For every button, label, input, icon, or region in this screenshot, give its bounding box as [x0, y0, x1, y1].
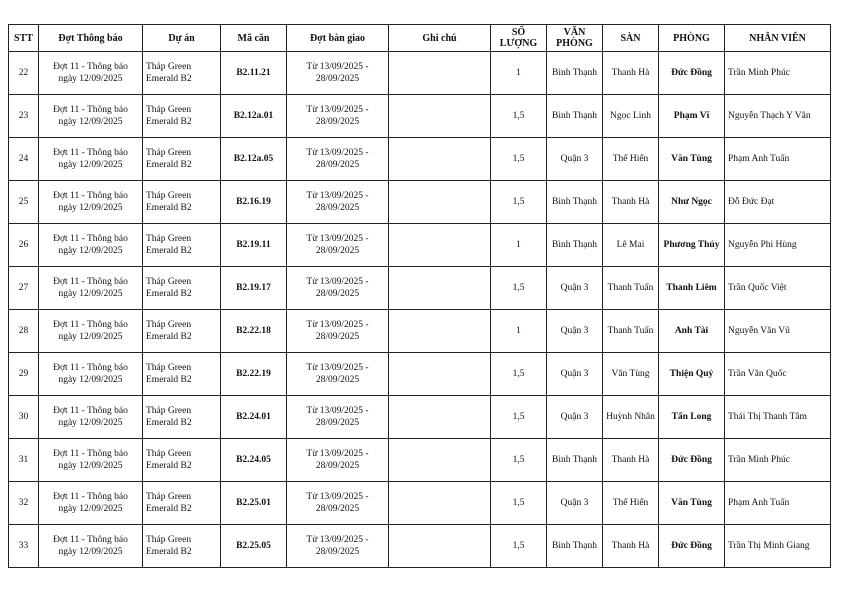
cell-ma-can: B2.25.01 — [221, 482, 287, 525]
cell-nhan-vien: Trần Minh Phúc — [725, 52, 831, 95]
cell-du-an — [143, 52, 221, 95]
table-row — [9, 353, 831, 396]
cell-ghi-chu — [389, 439, 491, 482]
cell-du-an — [143, 482, 221, 525]
cell-phong: Đức Đồng — [659, 52, 725, 95]
cell-san: Thế Hiển — [603, 482, 659, 525]
table-row — [9, 396, 831, 439]
cell-van-phong: Bình Thạnh — [547, 525, 603, 568]
cell-ban-giao-line2: 28/09/2025 — [315, 160, 360, 170]
cell-san: Ngọc Linh — [603, 95, 659, 138]
cell-du-an-line2: Emerald B2 — [146, 504, 192, 514]
cell-dot-thong-bao — [39, 95, 143, 138]
table-row — [9, 267, 831, 310]
cell-du-an — [143, 439, 221, 482]
cell-ban-giao-line1: Từ 13/09/2025 - — [306, 234, 369, 244]
cell-dot-line2: ngày 12/09/2025 — [58, 332, 123, 342]
cell-san: Lê Mai — [603, 224, 659, 267]
cell-ban-giao-line2: 28/09/2025 — [315, 504, 360, 514]
cell-dot-line1: Đợt 11 - Thông báo — [53, 148, 128, 158]
cell-dot-line2: ngày 12/09/2025 — [58, 418, 123, 428]
cell-van-phong: Bình Thạnh — [547, 95, 603, 138]
cell-nhan-vien: Nguyễn Thạch Y Vân — [725, 95, 831, 138]
cell-du-an-line1: Tháp Green — [146, 535, 192, 545]
cell-du-an-line2: Emerald B2 — [146, 547, 192, 557]
cell-dot-line2: ngày 12/09/2025 — [58, 504, 123, 514]
cell-ma-can: B2.25.05 — [221, 525, 287, 568]
cell-du-an — [143, 95, 221, 138]
handover-list-sheet — [8, 24, 831, 568]
cell-dot-ban-giao — [287, 52, 389, 95]
cell-dot-ban-giao — [287, 310, 389, 353]
cell-stt: 24 — [9, 138, 39, 181]
cell-phong: Tấn Long — [659, 396, 725, 439]
cell-dot-ban-giao — [287, 525, 389, 568]
cell-dot-line1: Đợt 11 - Thông báo — [53, 363, 128, 373]
cell-van-phong: Bình Thạnh — [547, 181, 603, 224]
cell-so-luong: 1,5 — [491, 181, 547, 224]
cell-dot-thong-bao — [39, 525, 143, 568]
cell-dot-thong-bao — [39, 267, 143, 310]
cell-phong: Phương Thúy — [659, 224, 725, 267]
cell-phong: Anh Tài — [659, 310, 725, 353]
table-row — [9, 224, 831, 267]
header-ghi-chu: Ghi chú — [389, 25, 491, 52]
cell-du-an-line2: Emerald B2 — [146, 246, 192, 256]
cell-van-phong: Quận 3 — [547, 138, 603, 181]
cell-du-an — [143, 353, 221, 396]
cell-van-phong: Quận 3 — [547, 353, 603, 396]
table-row — [9, 138, 831, 181]
cell-ban-giao-line2: 28/09/2025 — [315, 289, 360, 299]
cell-dot-line1: Đợt 11 - Thông báo — [53, 406, 128, 416]
cell-ghi-chu — [389, 95, 491, 138]
cell-stt: 28 — [9, 310, 39, 353]
cell-stt: 25 — [9, 181, 39, 224]
cell-du-an-line2: Emerald B2 — [146, 74, 192, 84]
table-row — [9, 95, 831, 138]
cell-nhan-vien: Trần Minh Phúc — [725, 439, 831, 482]
cell-ma-can: B2.12a.01 — [221, 95, 287, 138]
cell-ban-giao-line2: 28/09/2025 — [315, 547, 360, 557]
cell-du-an-line1: Tháp Green — [146, 492, 192, 502]
cell-so-luong: 1,5 — [491, 396, 547, 439]
cell-du-an — [143, 224, 221, 267]
cell-stt: 27 — [9, 267, 39, 310]
cell-du-an-line1: Tháp Green — [146, 62, 192, 72]
cell-phong: Như Ngọc — [659, 181, 725, 224]
header-van-phong-line1: VĂN — [563, 27, 586, 38]
cell-ban-giao-line2: 28/09/2025 — [315, 418, 360, 428]
cell-nhan-vien: Phạm Anh Tuấn — [725, 482, 831, 525]
cell-san: Thanh Tuấn — [603, 310, 659, 353]
cell-du-an — [143, 396, 221, 439]
cell-ghi-chu — [389, 224, 491, 267]
cell-ban-giao-line1: Từ 13/09/2025 - — [306, 449, 369, 459]
cell-nhan-vien: Phạm Anh Tuấn — [725, 138, 831, 181]
table-row — [9, 181, 831, 224]
header-van-phong — [547, 25, 603, 52]
cell-so-luong: 1,5 — [491, 267, 547, 310]
cell-du-an-line2: Emerald B2 — [146, 289, 192, 299]
cell-van-phong: Bình Thạnh — [547, 52, 603, 95]
cell-ma-can: B2.16.19 — [221, 181, 287, 224]
cell-dot-ban-giao — [287, 95, 389, 138]
cell-nhan-vien: Trần Quốc Việt — [725, 267, 831, 310]
cell-dot-line2: ngày 12/09/2025 — [58, 246, 123, 256]
table-body — [9, 52, 831, 568]
cell-du-an-line2: Emerald B2 — [146, 203, 192, 213]
cell-dot-thong-bao — [39, 52, 143, 95]
header-phong: PHÒNG — [659, 25, 725, 52]
cell-dot-ban-giao — [287, 353, 389, 396]
cell-ma-can: B2.22.18 — [221, 310, 287, 353]
cell-du-an — [143, 138, 221, 181]
cell-san: Thanh Hà — [603, 525, 659, 568]
cell-dot-line1: Đợt 11 - Thông báo — [53, 320, 128, 330]
cell-san: Thanh Hà — [603, 52, 659, 95]
cell-ban-giao-line2: 28/09/2025 — [315, 117, 360, 127]
cell-du-an-line2: Emerald B2 — [146, 418, 192, 428]
cell-dot-line2: ngày 12/09/2025 — [58, 203, 123, 213]
cell-ma-can: B2.11.21 — [221, 52, 287, 95]
cell-ma-can: B2.24.01 — [221, 396, 287, 439]
cell-du-an-line2: Emerald B2 — [146, 461, 192, 471]
table-header-row — [9, 25, 831, 52]
cell-phong: Văn Tùng — [659, 482, 725, 525]
cell-so-luong: 1 — [491, 224, 547, 267]
cell-du-an-line1: Tháp Green — [146, 148, 192, 158]
cell-dot-thong-bao — [39, 224, 143, 267]
cell-ghi-chu — [389, 396, 491, 439]
table-row — [9, 310, 831, 353]
cell-ghi-chu — [389, 525, 491, 568]
cell-ghi-chu — [389, 267, 491, 310]
cell-van-phong: Bình Thạnh — [547, 224, 603, 267]
cell-du-an-line1: Tháp Green — [146, 234, 192, 244]
cell-dot-thong-bao — [39, 138, 143, 181]
header-nhan-vien: NHÂN VIÊN — [725, 25, 831, 52]
cell-dot-thong-bao — [39, 310, 143, 353]
cell-ma-can: B2.19.11 — [221, 224, 287, 267]
cell-stt: 31 — [9, 439, 39, 482]
cell-dot-line1: Đợt 11 - Thông báo — [53, 535, 128, 545]
cell-ban-giao-line1: Từ 13/09/2025 - — [306, 406, 369, 416]
cell-so-luong: 1 — [491, 52, 547, 95]
cell-phong: Phạm Vĩ — [659, 95, 725, 138]
cell-dot-ban-giao — [287, 224, 389, 267]
cell-dot-thong-bao — [39, 482, 143, 525]
cell-ghi-chu — [389, 52, 491, 95]
cell-du-an-line2: Emerald B2 — [146, 117, 192, 127]
cell-san: Thanh Hà — [603, 181, 659, 224]
cell-dot-ban-giao — [287, 181, 389, 224]
table-row — [9, 482, 831, 525]
cell-stt: 29 — [9, 353, 39, 396]
cell-stt: 33 — [9, 525, 39, 568]
cell-dot-line1: Đợt 11 - Thông báo — [53, 105, 128, 115]
cell-ma-can: B2.12a.05 — [221, 138, 287, 181]
cell-so-luong: 1,5 — [491, 353, 547, 396]
cell-du-an-line1: Tháp Green — [146, 406, 192, 416]
cell-ban-giao-line1: Từ 13/09/2025 - — [306, 363, 369, 373]
cell-san: Thanh Tuấn — [603, 267, 659, 310]
cell-ban-giao-line1: Từ 13/09/2025 - — [306, 62, 369, 72]
cell-nhan-vien: Thái Thị Thanh Tâm — [725, 396, 831, 439]
handover-table — [8, 24, 831, 568]
cell-van-phong: Quận 3 — [547, 482, 603, 525]
cell-san: Huỳnh Nhân — [603, 396, 659, 439]
cell-phong: Thanh Liêm — [659, 267, 725, 310]
cell-dot-line1: Đợt 11 - Thông báo — [53, 62, 128, 72]
cell-dot-thong-bao — [39, 439, 143, 482]
cell-stt: 23 — [9, 95, 39, 138]
cell-ban-giao-line2: 28/09/2025 — [315, 74, 360, 84]
header-dot-ban-giao: Đợt bàn giao — [287, 25, 389, 52]
cell-du-an — [143, 267, 221, 310]
header-so-luong: SỐ LƯỢNG — [491, 25, 547, 52]
cell-stt: 32 — [9, 482, 39, 525]
cell-du-an-line1: Tháp Green — [146, 320, 192, 330]
cell-so-luong: 1 — [491, 310, 547, 353]
cell-ban-giao-line1: Từ 13/09/2025 - — [306, 492, 369, 502]
cell-ban-giao-line1: Từ 13/09/2025 - — [306, 535, 369, 545]
cell-stt: 30 — [9, 396, 39, 439]
cell-du-an-line2: Emerald B2 — [146, 375, 192, 385]
cell-dot-ban-giao — [287, 439, 389, 482]
table-row — [9, 525, 831, 568]
cell-dot-line2: ngày 12/09/2025 — [58, 375, 123, 385]
cell-du-an-line1: Tháp Green — [146, 191, 192, 201]
cell-ghi-chu — [389, 482, 491, 525]
cell-dot-ban-giao — [287, 396, 389, 439]
cell-ghi-chu — [389, 181, 491, 224]
cell-dot-line2: ngày 12/09/2025 — [58, 160, 123, 170]
header-dot-thong-bao: Đợt Thông báo — [39, 25, 143, 52]
cell-dot-line2: ngày 12/09/2025 — [58, 117, 123, 127]
cell-so-luong: 1,5 — [491, 439, 547, 482]
cell-ban-giao-line2: 28/09/2025 — [315, 246, 360, 256]
header-stt: STT — [9, 25, 39, 52]
cell-ban-giao-line2: 28/09/2025 — [315, 332, 360, 342]
cell-dot-line1: Đợt 11 - Thông báo — [53, 277, 128, 287]
cell-nhan-vien: Nguyễn Phi Hùng — [725, 224, 831, 267]
cell-ban-giao-line1: Từ 13/09/2025 - — [306, 148, 369, 158]
cell-dot-ban-giao — [287, 267, 389, 310]
cell-so-luong: 1,5 — [491, 482, 547, 525]
cell-dot-thong-bao — [39, 396, 143, 439]
cell-dot-ban-giao — [287, 482, 389, 525]
cell-dot-line2: ngày 12/09/2025 — [58, 74, 123, 84]
cell-du-an — [143, 181, 221, 224]
cell-du-an-line1: Tháp Green — [146, 277, 192, 287]
cell-van-phong: Quận 3 — [547, 267, 603, 310]
header-van-phong-line2: PHÒNG — [556, 38, 593, 49]
cell-ghi-chu — [389, 138, 491, 181]
cell-dot-line1: Đợt 11 - Thông báo — [53, 234, 128, 244]
cell-du-an-line1: Tháp Green — [146, 363, 192, 373]
cell-nhan-vien: Trần Thị Minh Giang — [725, 525, 831, 568]
cell-ban-giao-line1: Từ 13/09/2025 - — [306, 191, 369, 201]
cell-ban-giao-line2: 28/09/2025 — [315, 375, 360, 385]
cell-stt: 22 — [9, 52, 39, 95]
cell-van-phong: Quận 3 — [547, 396, 603, 439]
cell-so-luong: 1,5 — [491, 138, 547, 181]
cell-du-an-line2: Emerald B2 — [146, 160, 192, 170]
table-row — [9, 52, 831, 95]
cell-du-an — [143, 525, 221, 568]
cell-san: Thanh Hà — [603, 439, 659, 482]
cell-so-luong: 1,5 — [491, 95, 547, 138]
cell-ghi-chu — [389, 310, 491, 353]
table-row — [9, 439, 831, 482]
cell-dot-line2: ngày 12/09/2025 — [58, 547, 123, 557]
cell-nhan-vien: Đỗ Đức Đạt — [725, 181, 831, 224]
cell-phong: Văn Tùng — [659, 138, 725, 181]
cell-dot-line2: ngày 12/09/2025 — [58, 461, 123, 471]
cell-ma-can: B2.22.19 — [221, 353, 287, 396]
cell-van-phong: Quận 3 — [547, 310, 603, 353]
cell-san: Văn Tùng — [603, 353, 659, 396]
cell-du-an-line1: Tháp Green — [146, 449, 192, 459]
cell-du-an-line1: Tháp Green — [146, 105, 192, 115]
cell-dot-ban-giao — [287, 138, 389, 181]
cell-dot-line1: Đợt 11 - Thông báo — [53, 191, 128, 201]
cell-du-an-line2: Emerald B2 — [146, 332, 192, 342]
cell-dot-thong-bao — [39, 353, 143, 396]
cell-stt: 26 — [9, 224, 39, 267]
cell-ma-can: B2.24.05 — [221, 439, 287, 482]
cell-ma-can: B2.19.17 — [221, 267, 287, 310]
header-san: SÀN — [603, 25, 659, 52]
cell-phong: Đức Đồng — [659, 439, 725, 482]
cell-dot-line1: Đợt 11 - Thông báo — [53, 449, 128, 459]
cell-san: Thế Hiển — [603, 138, 659, 181]
header-ma-can: Mã căn — [221, 25, 287, 52]
cell-ban-giao-line1: Từ 13/09/2025 - — [306, 320, 369, 330]
cell-nhan-vien: Trần Văn Quốc — [725, 353, 831, 396]
cell-phong: Thiện Quý — [659, 353, 725, 396]
cell-ban-giao-line1: Từ 13/09/2025 - — [306, 277, 369, 287]
cell-du-an — [143, 310, 221, 353]
cell-phong: Đức Đồng — [659, 525, 725, 568]
cell-dot-line2: ngày 12/09/2025 — [58, 289, 123, 299]
cell-ban-giao-line2: 28/09/2025 — [315, 203, 360, 213]
cell-ban-giao-line1: Từ 13/09/2025 - — [306, 105, 369, 115]
cell-ghi-chu — [389, 353, 491, 396]
cell-nhan-vien: Nguyễn Văn Vũ — [725, 310, 831, 353]
cell-so-luong: 1,5 — [491, 525, 547, 568]
cell-ban-giao-line2: 28/09/2025 — [315, 461, 360, 471]
cell-dot-line1: Đợt 11 - Thông báo — [53, 492, 128, 502]
cell-dot-thong-bao — [39, 181, 143, 224]
cell-van-phong: Bình Thạnh — [547, 439, 603, 482]
header-du-an: Dự án — [143, 25, 221, 52]
